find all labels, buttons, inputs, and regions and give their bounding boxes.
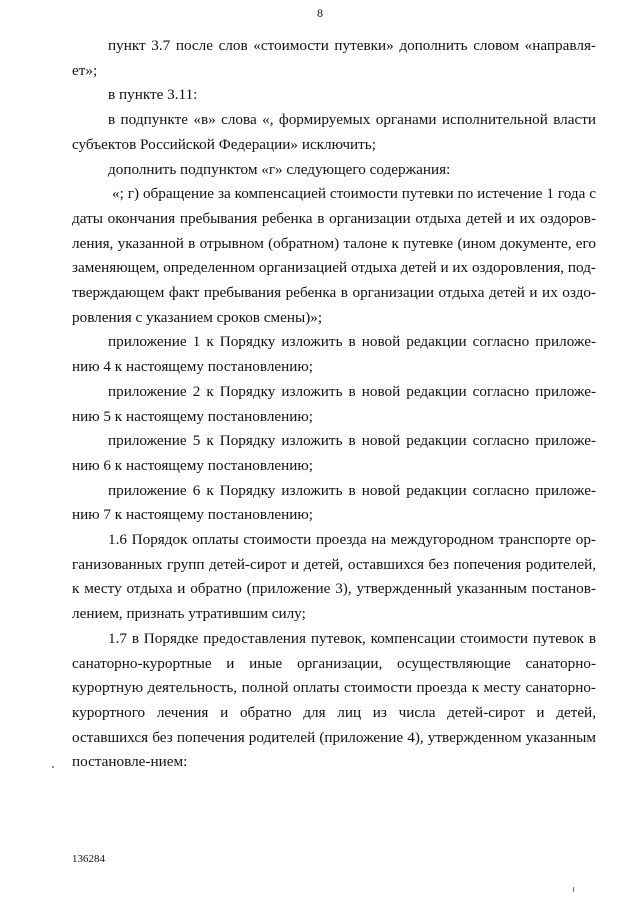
paragraph-subpoint-v: в подпункте «в» слова «, формируемых органами исполнительной власти субъектов Российской Федерации» исключить; (72, 111, 596, 153)
paragraph-point-3-11: в пункте 3.11: (108, 86, 198, 104)
document-code: 136284 (72, 853, 105, 865)
paragraph-1-7: 1.7 в Порядке предоставления путевок, компенсации стоимости путевок в санаторно-курортные и иные организации, осуществляющие санаторно-курортную деятельность, полной оплаты стоимости проезда к месту санаторно-курортного лечения и обратно для лиц из числа детей-сирот и детей, оставшихся без попечения родителей (приложение 4), утвержденном указанным постановле-нием: (72, 629, 596, 771)
paragraph-subpoint-g-text: «; г) обращение за компенсацией стоимости путевки по истечение 1 года с даты окончания пребывания ребенка в организации отдыха детей и их оздоров-ления, указанной в отрывном (обратном) талоне к путевке (ином документе, его заменяющем, определенном организацией отдыха детей и их оздоровления, под-тверждающем факт пребывания ребенка в организации отдыха детей и их оздо-ровления с указанием сроков смены)»; (72, 185, 596, 326)
scan-speck (573, 887, 574, 892)
document-body (72, 34, 596, 775)
paragraph-point-3-7: пункт 3.7 после слов «стоимости путевки» дополнить словом «направля-ет»; (72, 37, 596, 79)
paragraph-appendix-5: приложение 5 к Порядку изложить в новой редакции согласно приложе-нию 6 к настоящему постановлению; (72, 432, 596, 474)
paragraph-appendix-1: приложение 1 к Порядку изложить в новой редакции согласно приложе-нию 4 к настоящему постановлению; (72, 333, 596, 376)
paragraph-1-6: 1.6 Порядок оплаты стоимости проезда на междугородном транспорте ор-ганизованных групп детей-сирот и детей, оставшихся без попечения родителей, к месту отдыха и обратно (приложение 3), утвержденный указанным постанов-лением, признать утратившим силу; (72, 531, 596, 623)
scan-speck (52, 766, 54, 768)
page-number: 8 (317, 6, 323, 20)
paragraph-appendix-6: приложение 6 к Порядку изложить в новой редакции согласно приложе-нию 7 к настоящему постановлению; (72, 481, 596, 524)
paragraph-add-subpoint-g: дополнить подпунктом «г» следующего содержания: (108, 160, 451, 178)
paragraph-appendix-2: приложение 2 к Порядку изложить в новой редакции согласно приложе-нию 5 к настоящему постановлению; (72, 382, 596, 425)
